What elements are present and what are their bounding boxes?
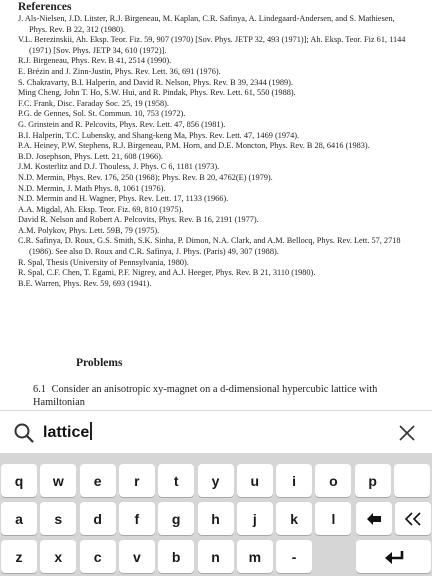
key-h[interactable]: h — [198, 502, 234, 535]
reference-item: B.E. Warren, Phys. Rev. 59, 693 (1941). — [18, 278, 152, 288]
reference-item: A.A. Migdal, Ah. Eksp. Teor. Fiz. 69, 810 (1975). — [18, 204, 184, 214]
reference-item: N.D. Mermin, J. Math Phys. 8, 1061 (1976). — [18, 183, 166, 193]
reference-item: P.A. Heiney, P.W. Stephens, R.J. Birgeneau, P.M. Horn, and D.E. Moncton, Phys. Rev. B 28, 6416 (1983). — [18, 141, 370, 151]
search-query-text: lattice — [43, 424, 90, 441]
search-input[interactable] — [43, 421, 92, 445]
key-hyphen[interactable]: - — [276, 540, 312, 573]
key-r[interactable]: r — [119, 464, 155, 497]
reference-item: J. Als-Nielsen, J.D. Litster, R.J. Birgeneau, M. Kaplan, C.R. Safinya, A. Lindegaard-Andersen, and S. Mathiesen, Phys. Rev. B 22, 312 (1980). — [18, 14, 395, 34]
key-p[interactable]: p — [355, 464, 391, 497]
reference-item: S. Chakravarty, B.I. Halperin, and David R. Nelson, Phys. Rev. B 39, 2344 (1989). — [18, 77, 293, 87]
key-z[interactable]: z — [1, 540, 37, 573]
reference-item: G. Grinstein and R. Pelcovits, Phys. Rev. Lett. 47, 856 (1981). — [18, 119, 226, 129]
key-y[interactable]: y — [198, 464, 234, 497]
reference-item: N.D. Mermin, Phys. Rev. 176, 250 (1968); Phys. Rev. B 20, 4762(E) (1979). — [18, 172, 273, 182]
key-b[interactable]: b — [158, 540, 194, 573]
key-s[interactable]: s — [40, 502, 76, 535]
reference-item: A.M. Polykov, Phys. Lett. 59B, 79 (1975). — [18, 225, 160, 235]
reference-item: J.M. Kosterlitz and D.J. Thouless, J. Phys. C 6, 1181 (1973). — [18, 162, 220, 172]
key-u[interactable]: u — [237, 464, 273, 497]
reference-item: P.G. de Gennes, Sol. St. Commun. 10, 753 (1972). — [18, 109, 186, 119]
key-l[interactable]: l — [315, 502, 351, 535]
key-f[interactable]: f — [119, 502, 155, 535]
search-icon — [13, 422, 35, 444]
reference-item: B.D. Josephson, Phys. Lett. 21, 608 (1966). — [18, 151, 163, 161]
reference-item: R. Spal, Thesis (University of Pennsylvania, 1980). — [18, 257, 189, 267]
references-list — [18, 14, 410, 289]
search-bar — [0, 410, 432, 454]
close-icon[interactable] — [396, 422, 418, 444]
reference-item: N.D. Mermin and H. Wagner, Phys. Rev. Lett. 17, 1133 (1966). — [18, 194, 229, 204]
key-m[interactable]: m — [237, 540, 273, 573]
key-t[interactable]: t — [158, 464, 194, 497]
references-heading: References — [18, 1, 72, 13]
hide-keyboard-icon — [404, 512, 422, 526]
key-g[interactable]: g — [158, 502, 194, 535]
hide-keyboard-key[interactable] — [395, 502, 431, 535]
key-i[interactable]: i — [276, 464, 312, 497]
problem-text — [33, 383, 417, 409]
key-j[interactable]: j — [237, 502, 273, 535]
reference-item: C.R. Safinya, D. Roux, G.S. Smith, S.K. Sinha, P. Dimon, N.A. Clark, and A.M. Bellocq, Phys. Rev. Lett. 57, 2718 (1986). See also D. Roux and C.R. Safinya, J. Phys. (Paris) 49, 307 (1988). — [18, 236, 401, 257]
text-cursor — [90, 422, 92, 440]
reference-item: R. Spal, C.F. Chen, T. Egami, P.F. Nigrey, and A.J. Heeger, Phys. Rev. B 21, 3110 (1980). — [18, 268, 316, 278]
key-n[interactable]: n — [198, 540, 234, 573]
key-x[interactable]: x — [40, 540, 76, 573]
on-screen-keyboard — [0, 454, 432, 576]
enter-key[interactable] — [356, 540, 431, 573]
enter-icon — [383, 550, 405, 564]
key-blank[interactable] — [394, 464, 430, 497]
reference-item: David R. Nelson and Robert A. Pelcovits, Phys. Rev. B 16, 2191 (1977). — [18, 215, 259, 225]
key-c[interactable]: c — [80, 540, 116, 573]
problem-body: Consider an anisotropic xy-magnet on a d-dimensional hypercubic lattice with Hamiltonian — [33, 384, 378, 408]
reference-item: B.I. Halperin, T.C. Lubensky, and Shang-keng Ma, Phys. Rev. Lett. 47, 1469 (1974). — [18, 130, 300, 140]
reference-item: R.J. Birgeneau, Phys. Rev. B 41, 2514 (1990). — [18, 56, 172, 66]
problem-number: 6.1 — [33, 384, 46, 395]
key-k[interactable]: k — [276, 502, 312, 535]
key-v[interactable]: v — [119, 540, 155, 573]
reference-item: F.C. Frank, Disc. Faraday Soc. 25, 19 (1958). — [18, 98, 169, 108]
key-d[interactable]: d — [80, 502, 116, 535]
key-o[interactable]: o — [315, 464, 351, 497]
key-q[interactable]: q — [1, 464, 37, 497]
reference-item: E. Brézin and J. Zinn-Justin, Phys. Rev. Lett. 36, 691 (1976). — [18, 66, 221, 76]
key-a[interactable]: a — [1, 502, 37, 535]
backspace-icon — [366, 512, 382, 526]
problems-heading: Problems — [76, 357, 123, 369]
reference-item: V.L. Berezinskii, Ah. Eksp. Teor. Fiz. 59, 907 (1970) [Sov. Phys. JETP 32, 493 (1971)]; Ah. Eksp. Teor. Fiz 61, 1144 (1971) [Sov. Phys. JETP 34, 610 (1972)]. — [18, 35, 406, 55]
key-w[interactable]: w — [40, 464, 76, 497]
key-e[interactable]: e — [80, 464, 116, 497]
backspace-key[interactable] — [356, 502, 392, 535]
reference-item: Ming Cheng, John T. Ho, S.W. Hui, and R. Pindak, Phys. Rev. Lett. 61, 550 (1988). — [18, 88, 296, 98]
